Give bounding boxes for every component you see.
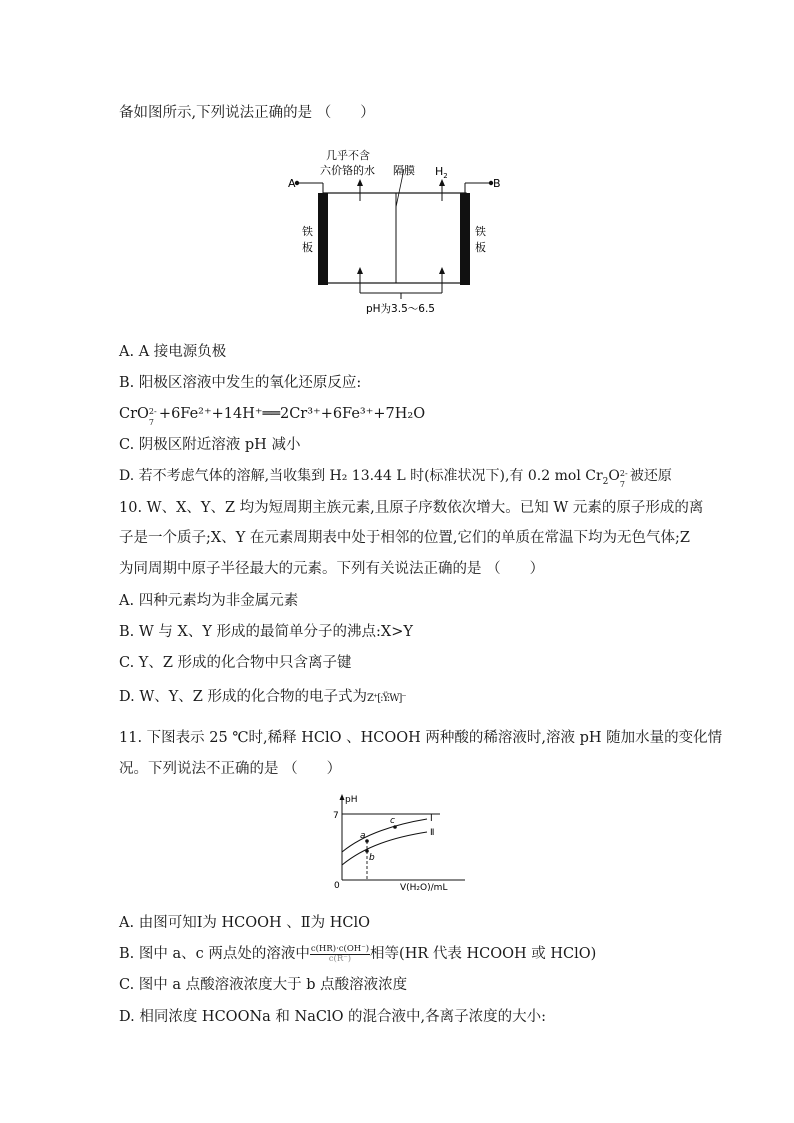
point-b-label: b <box>369 853 375 863</box>
membrane-label: 隔膜 <box>393 164 415 177</box>
q10-option-c: C. Y、Z 形成的化合物中只含离子键 <box>119 655 352 671</box>
q10-option-d: D. W、Y、Z 形成的化合物的电子式为Z⁺[:Ÿ:W]⁻ <box>119 689 406 705</box>
q11-option-b: B. 图中 a、c 两点处的溶液中 $\frac{c(HR)\cdot c(OH^-)}{c(R^-)}$ 相等(HR 代表 HCOOH 或 HClO) <box>119 943 597 964</box>
water-label-1: 几乎不含 <box>326 149 370 162</box>
point-c-label: c <box>390 816 395 826</box>
left-plate-label-2: 板 <box>302 241 313 254</box>
q10-stem-line-1: 10. W、X、Y、Z 均为短周期主族元素,且原子序数依次增大。已知 W 元素的原子形成的离 <box>119 500 704 516</box>
q10-stem-line-2: 子是一个质子;X、Y 在元素周期表中处于相邻的位置,它们的单质在常温下均为无色气体;Z <box>119 530 690 546</box>
q11-option-d: D. 相同浓度 HCOONa 和 NaClO 的混合液中,各离子浓度的大小: <box>119 1009 547 1025</box>
curve-1-label: Ⅰ <box>430 814 433 824</box>
point-a <box>365 839 369 843</box>
q11-stem-line-1: 11. 下图表示 25 ℃时,稀释 HClO 、HCOOH 两种酸的稀溶液时,溶液 pH 随加水量的变化情 <box>119 730 723 746</box>
left-iron-plate <box>318 193 328 285</box>
q10-option-a: A. 四种元素均为非金属元素 <box>119 593 299 609</box>
ratio-fraction: $\frac{c(HR)\cdot c(OH^-)}{c(R^-)}$ <box>310 943 370 964</box>
y-tick-7: 7 <box>333 811 339 821</box>
q11-option-a: A. 由图可知Ⅰ为 HCOOH 、Ⅱ为 HClO <box>119 915 371 931</box>
water-label-2: 六价铬的水 <box>320 164 375 177</box>
ph-range-label: pH为3.5～6.5 <box>366 303 435 315</box>
left-plate-label-1: 铁 <box>302 225 313 238</box>
curve-2 <box>342 832 427 865</box>
electrolysis-figure <box>280 145 520 320</box>
q10-option-b: B. W 与 X、Y 形成的最简单分子的沸点:X>Y <box>119 624 413 640</box>
y-axis-label: pH <box>345 795 358 805</box>
q10-stem-line-3: 为同周期中原子半径最大的元素。下列有关说法正确的是 （ ） <box>119 561 545 577</box>
h2-label: $H_2$ <box>435 165 448 180</box>
q11-option-c: C. 图中 a 点酸溶液浓度大于 b 点酸溶液浓度 <box>119 977 408 993</box>
q9-option-a: A. A 接电源负极 <box>119 344 227 360</box>
label-b: B <box>493 177 501 190</box>
cell-container <box>324 193 466 283</box>
right-plate-label-2: 板 <box>475 241 486 254</box>
origin-label: 0 <box>334 881 340 891</box>
x-axis-label: V(H₂O)/mL <box>400 883 448 893</box>
q9-option-c: C. 阴极区附近溶液 pH 减小 <box>119 437 301 453</box>
point-a-label: a <box>360 831 366 841</box>
curve-1 <box>342 819 427 852</box>
ph-dilution-figure <box>325 790 475 895</box>
q9-stem: 备如图所示,下列说法正确的是 （ ） <box>119 105 375 121</box>
q11-stem-line-2: 况。下列说法不正确的是 （ ） <box>119 761 342 777</box>
right-plate-label-1: 铁 <box>475 225 486 238</box>
q9-option-b: B. 阳极区溶液中发生的氧化还原反应: <box>119 375 362 391</box>
label-a: A <box>288 177 296 190</box>
right-iron-plate <box>460 193 470 285</box>
q9-option-d: D. 若不考虑气体的溶解,当收集到 H₂ 13.44 L 时(标准状况下),有 0.2 mol $Cr_2O$ 2- 7 被还原 <box>119 468 672 489</box>
q9-option-b-equation: CrO 2- 7 +6Fe²⁺+14H⁺══2Cr³⁺+6Fe³⁺+7H₂O <box>119 406 426 427</box>
curve-2-label: Ⅱ <box>430 828 435 838</box>
electron-formula: Z⁺[:Ÿ:W]⁻ <box>367 693 406 704</box>
